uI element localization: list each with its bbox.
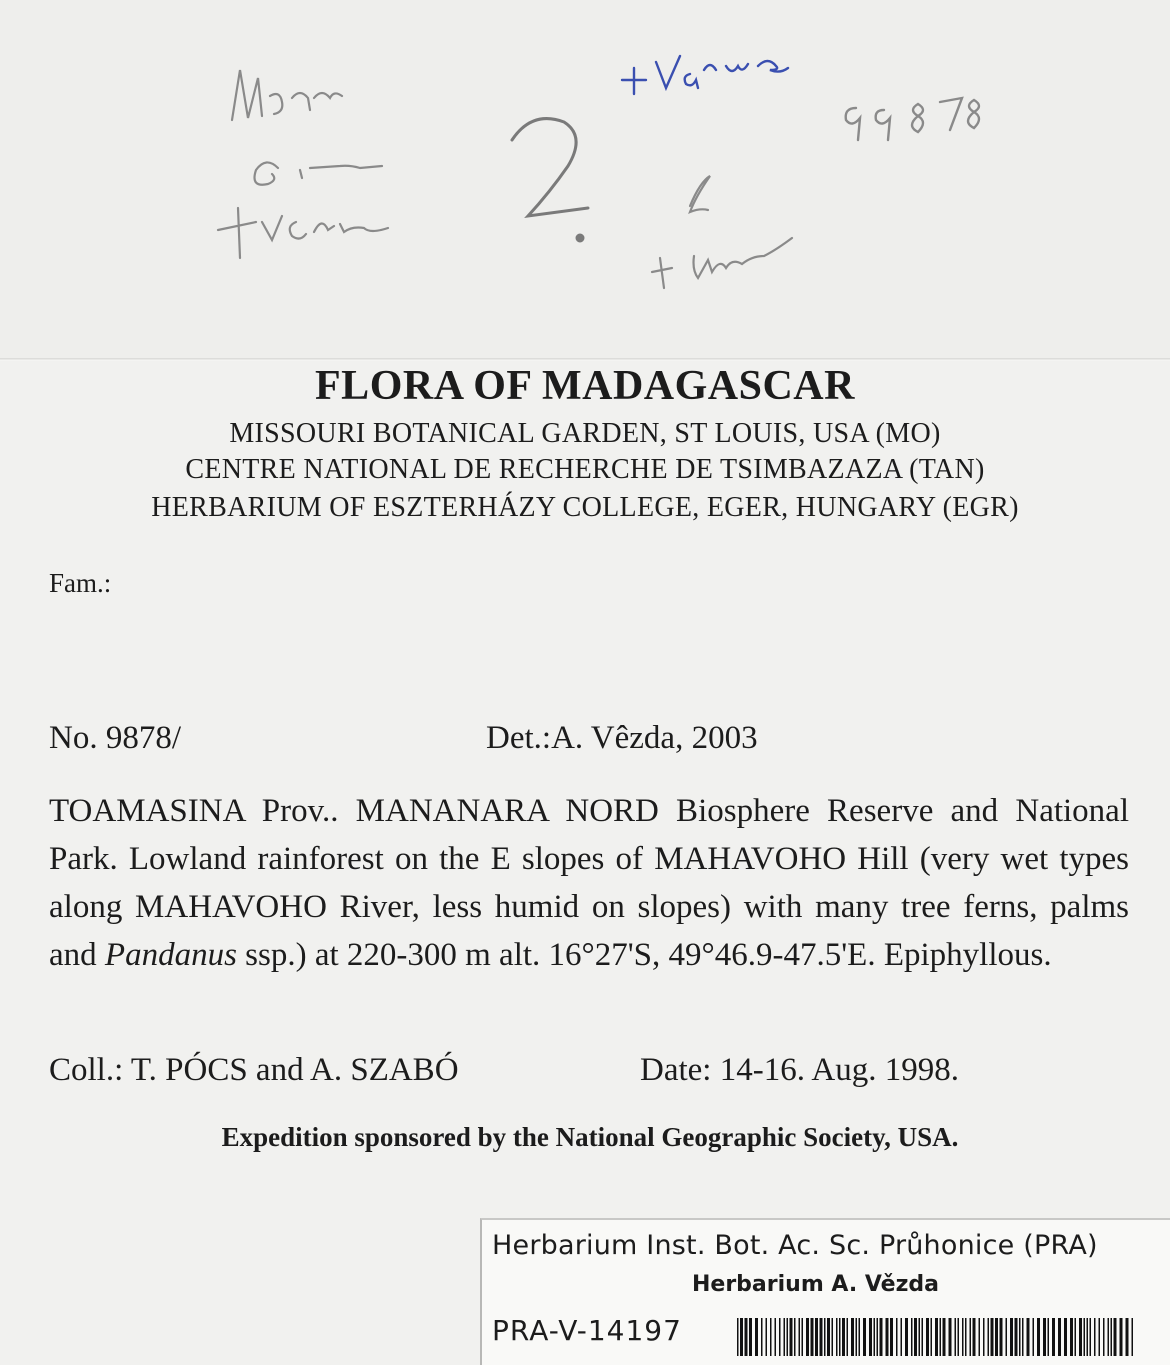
barcode-bar (1037, 1318, 1040, 1356)
barcode-bar (779, 1318, 781, 1356)
barcode-bar (874, 1318, 876, 1356)
barcode-bar (886, 1318, 889, 1356)
barcode-bar (1120, 1318, 1123, 1356)
barcode-bar (827, 1318, 830, 1356)
barcode-bar (820, 1318, 823, 1356)
pencil-number (846, 98, 979, 140)
barcode-bar (1103, 1318, 1105, 1356)
barcode-bar (832, 1318, 834, 1356)
barcode-bar (1058, 1318, 1061, 1356)
barcode-bar (1052, 1318, 1055, 1356)
institution-line-1: MISSOURI BOTANICAL GARDEN, ST LOUIS, USA (MO) (229, 418, 941, 449)
barcode-bar (1043, 1318, 1046, 1356)
barcode-bar (926, 1318, 929, 1356)
barcode-bar (847, 1318, 849, 1356)
barcode-bar (824, 1318, 826, 1356)
barcode-bar (1087, 1318, 1089, 1356)
barcode-bar (1006, 1318, 1008, 1356)
handwritten-notes (0, 0, 1170, 358)
barcode-bar (851, 1318, 854, 1356)
barcode-bar (940, 1318, 942, 1356)
barcode-bar (931, 1318, 933, 1356)
herbarium-code: PRA-V-14197 (492, 1314, 682, 1347)
barcode-bar (1015, 1318, 1018, 1356)
blue-ink-note (622, 56, 788, 94)
barcode-bar (955, 1318, 957, 1356)
family-field: Fam.: (49, 568, 112, 598)
barcode-bar (958, 1318, 960, 1356)
barcode-bar (1079, 1318, 1082, 1356)
barcode-bar (766, 1318, 768, 1356)
annotation-area (0, 0, 1170, 358)
barcode-bar (877, 1318, 879, 1356)
barcode-bar (1070, 1318, 1073, 1356)
collection-number: No. 9878/ (49, 720, 181, 756)
barcode-bar (784, 1318, 786, 1356)
barcode-bar (802, 1318, 804, 1356)
herbarium-name: Herbarium A. Vězda (692, 1272, 940, 1297)
barcode-bar (775, 1318, 777, 1356)
barcode-bar (901, 1318, 903, 1356)
pencil-note-left (218, 70, 388, 258)
barcode-bar (790, 1318, 793, 1356)
barcode-bar (869, 1318, 872, 1356)
pencil-numeral (512, 119, 588, 241)
locality-genus: Pandanus (104, 937, 237, 973)
barcode-bar (1010, 1318, 1013, 1356)
barcode-bar (737, 1318, 739, 1356)
barcode-bar (863, 1318, 866, 1356)
barcode-bar (836, 1318, 838, 1356)
barcode-bar (962, 1318, 964, 1356)
barcode-bar (1075, 1318, 1077, 1356)
barcode-bar (922, 1318, 924, 1356)
barcode-bar (880, 1318, 883, 1356)
barcode-bar (1000, 1318, 1003, 1356)
determiner: Det.:A. Vêzda, 2003 (486, 720, 758, 756)
barcode-bar (965, 1318, 967, 1356)
institution-line-3: HERBARIUM OF ESZTERHÁZY COLLEGE, EGER, HUNGARY (EGR) (151, 492, 1019, 523)
barcode-bar (1108, 1318, 1110, 1356)
barcode-bar (770, 1318, 772, 1356)
barcode-bar (949, 1318, 952, 1356)
barcode-bar (755, 1318, 758, 1356)
barcode-bar (1099, 1318, 1101, 1356)
institution-line-2: CENTRE NATIONAL DE RECHERCHE DE TSIMBAZAZA (TAN) (185, 454, 985, 485)
barcode-bar (911, 1318, 913, 1356)
barcode-bar (1027, 1318, 1030, 1356)
barcode-bar (1111, 1318, 1113, 1356)
barcode-bar (935, 1318, 938, 1356)
barcode-bar (1064, 1318, 1067, 1356)
barcode-bar (991, 1318, 994, 1356)
barcode-bar (815, 1318, 818, 1356)
collection-date: Date: 14-16. Aug. 1998. (640, 1052, 959, 1088)
barcode-bar (1126, 1318, 1129, 1356)
barcode-bar (1048, 1318, 1050, 1356)
barcode-bar (914, 1318, 917, 1356)
barcode-bar (806, 1318, 809, 1356)
barcode-bar (896, 1318, 898, 1356)
barcode-bar (973, 1318, 976, 1356)
barcode-bar (1019, 1318, 1021, 1356)
barcode-bar (1094, 1318, 1096, 1356)
barcode-bar (970, 1318, 972, 1356)
barcode-icon (737, 1318, 1137, 1356)
barcode-bar (979, 1318, 981, 1356)
pencil-note-small (652, 176, 792, 288)
barcode-bar (943, 1318, 946, 1356)
barcode-bar (1033, 1318, 1035, 1356)
barcode-bar (1114, 1318, 1117, 1356)
barcode-bar (749, 1318, 752, 1356)
barcode-bar (745, 1318, 748, 1356)
barcode-bar (787, 1318, 789, 1356)
locality-tail: ssp.) at 220-300 m alt. 16°27'S, 49°46.9-47.5'E. Epiphyllous. (236, 937, 1052, 973)
label-title: FLORA OF MADAGASCAR (315, 363, 855, 409)
barcode-bar (761, 1318, 763, 1356)
locality-text: TOAMASINA Prov.. MANANARA NORD Biosphere Reserve and National Park. Lowland rainforest on the E slopes of MAHAVOHO Hill (very wet types along MAHAVOHO River, less humid on slopes) with many tree ferns, palms and (49, 793, 1129, 973)
barcode-bar (988, 1318, 990, 1356)
barcode-bar (842, 1318, 845, 1356)
sponsor-line: Expedition sponsored by the National Geographic Society, USA. (221, 1122, 959, 1152)
barcode-bar (1084, 1318, 1086, 1356)
barcode-bar (1132, 1318, 1134, 1356)
barcode-bar (905, 1318, 908, 1356)
barcode-bar (890, 1318, 893, 1356)
barcode-bar (839, 1318, 841, 1356)
paper-fold (0, 358, 1170, 361)
herbarium-stamp (480, 1218, 1170, 1365)
barcode-bar (1022, 1318, 1024, 1356)
barcode-bar (919, 1318, 921, 1356)
barcode-bar (799, 1318, 801, 1356)
barcode-bar (983, 1318, 985, 1356)
barcode-bar (856, 1318, 858, 1356)
barcode-bar (740, 1318, 743, 1356)
herbarium-institution: Herbarium Inst. Bot. Ac. Sc. Průhonice (PRA) (492, 1230, 1098, 1261)
barcode-bar (1090, 1318, 1092, 1356)
barcode-bar (995, 1318, 998, 1356)
barcode-bar (859, 1318, 861, 1356)
barcode-bar (794, 1318, 796, 1356)
barcode-bar (811, 1318, 814, 1356)
collectors: Coll.: T. PÓCS and A. SZABÓ (49, 1052, 459, 1088)
locality-description (49, 787, 1129, 979)
